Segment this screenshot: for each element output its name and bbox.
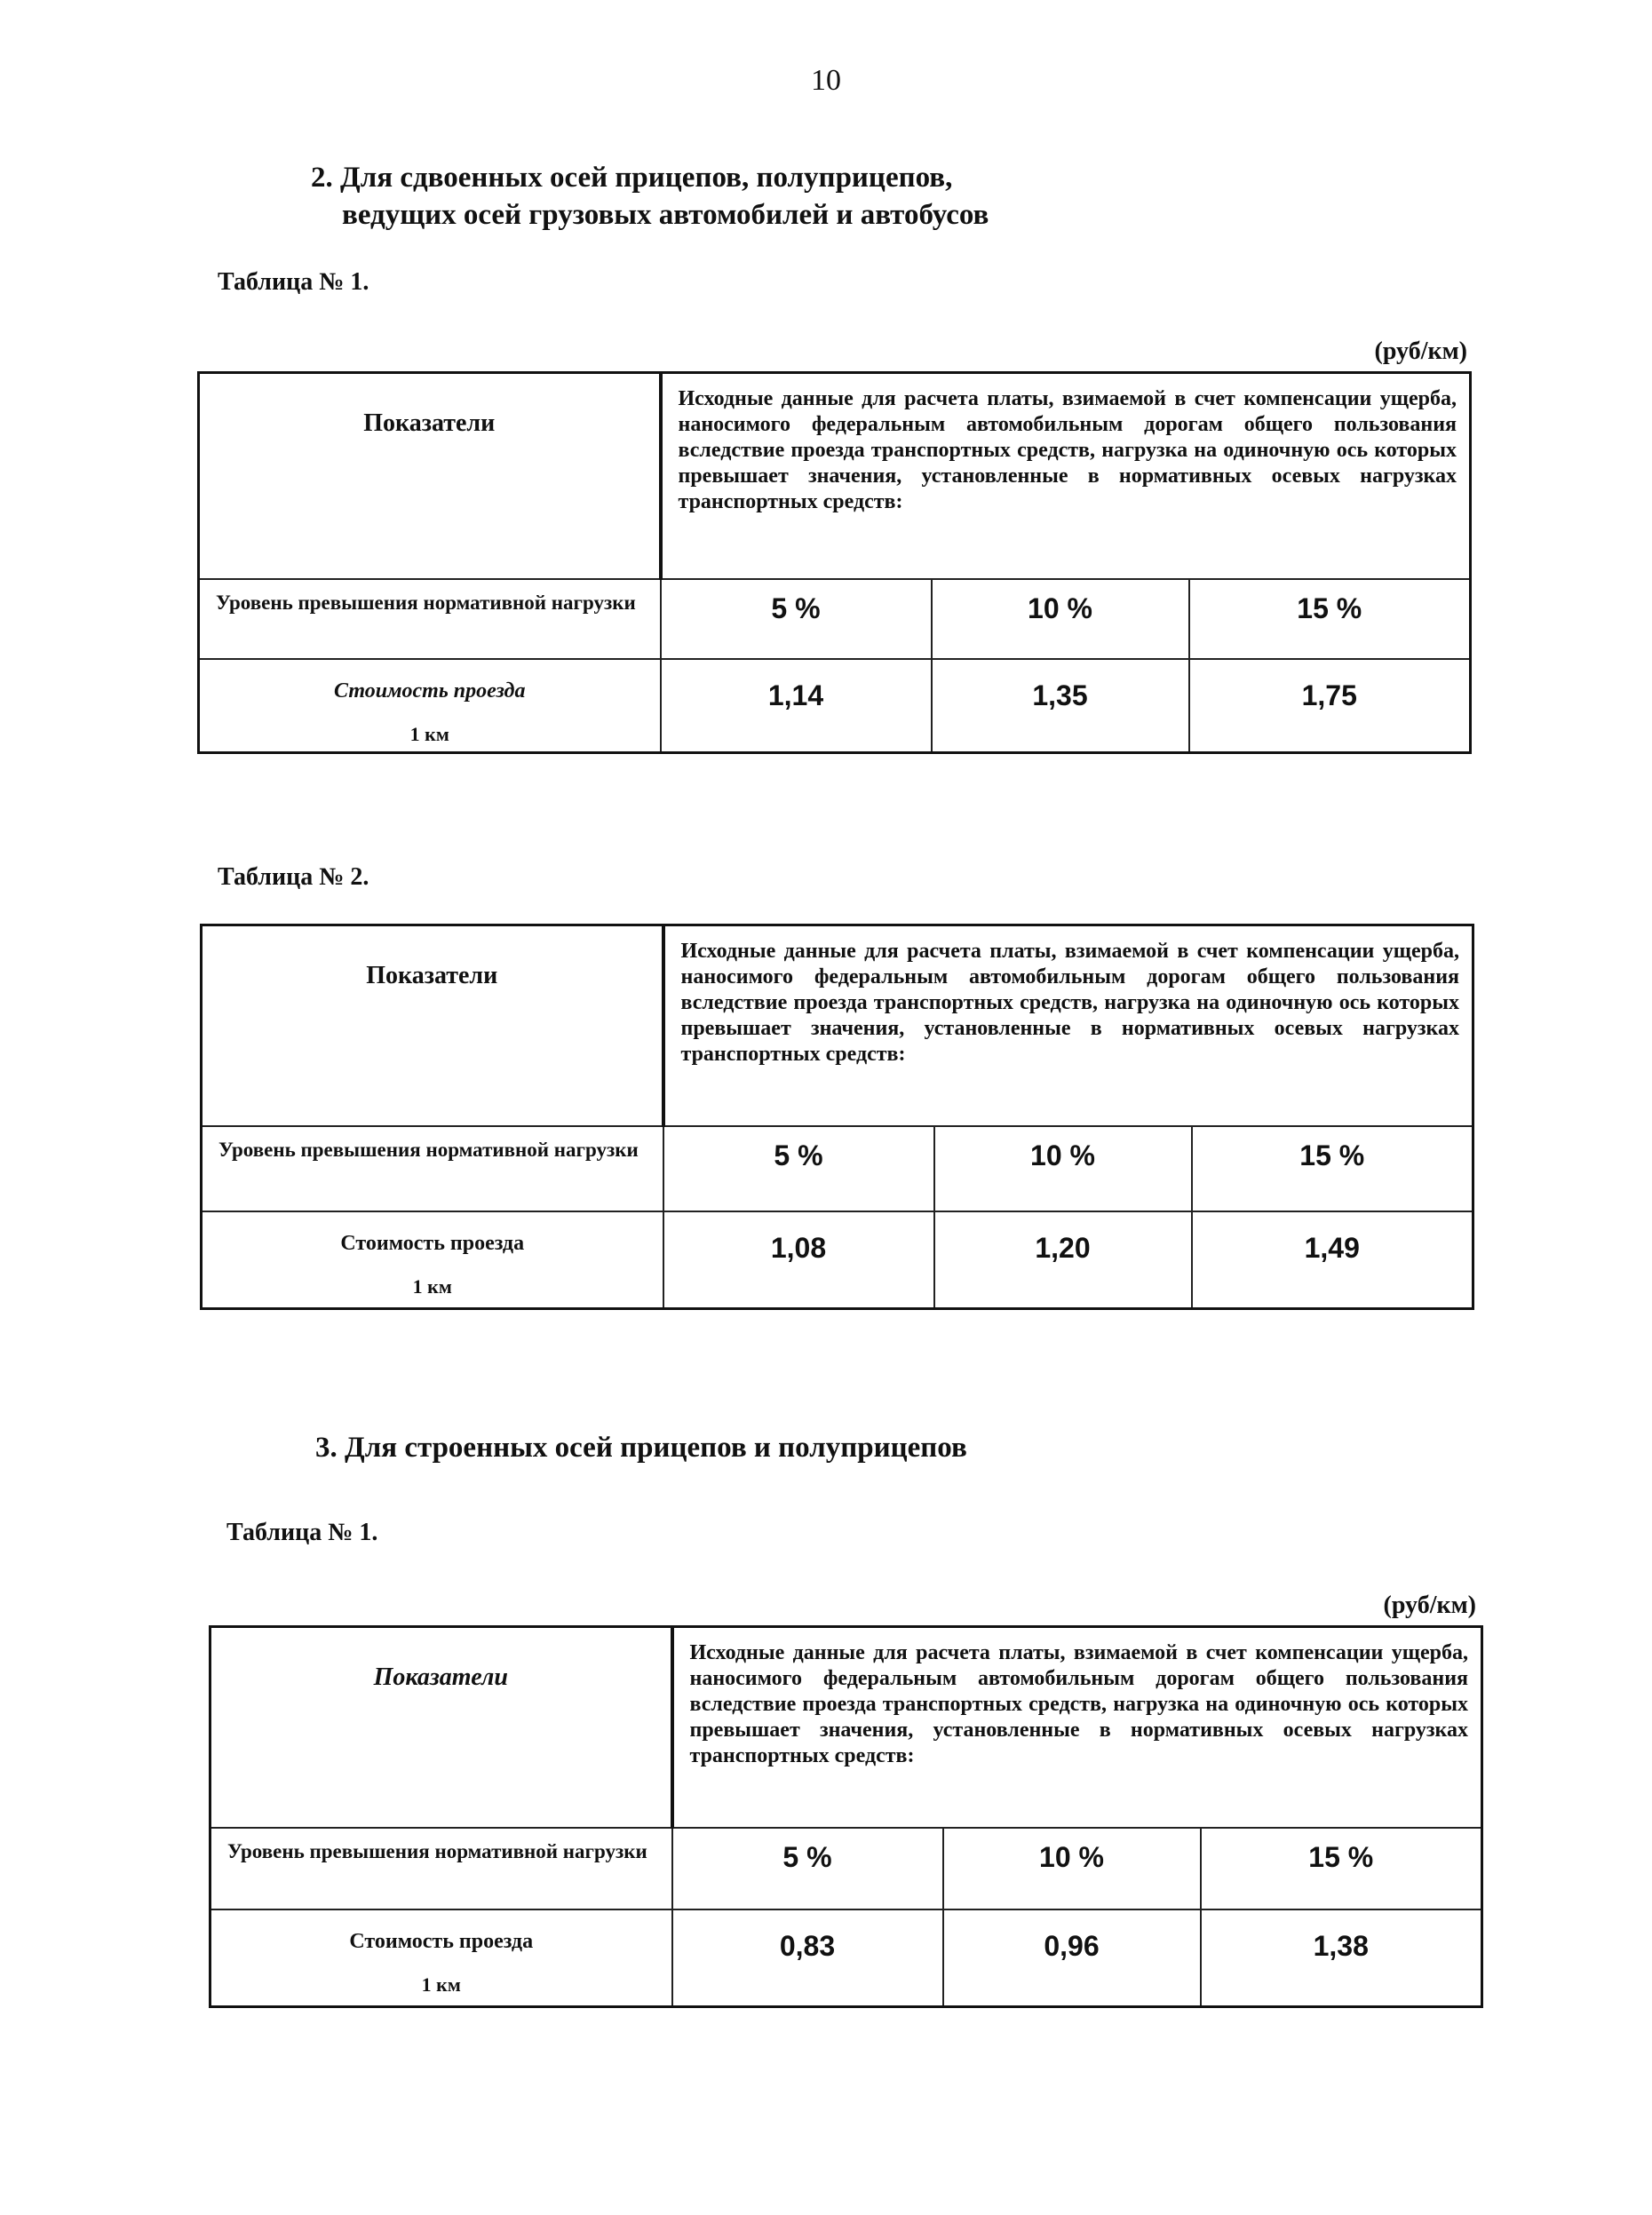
page-number: 10 (811, 64, 841, 97)
pct-5: 5 % (672, 1828, 943, 1909)
header-description: Исходные данные для расчета платы, взимаемой в счет компенсации ущерба, наносимого федеральным автомобильным дорогам общего пользования вследствие проезда транспортных средств, нагрузка на одиночную ось которых превышает значения, установленные в нормативных осевых нагрузках транспортных средств: (663, 925, 1473, 1126)
header-indicators (210, 1627, 672, 1828)
table-1-unit: (руб/км) (1374, 337, 1467, 365)
cost-unit-text: 1 км (421, 1973, 461, 1996)
row-cost-label (202, 1211, 663, 1309)
header-description: Исходные данные для расчета платы, взимаемой в счет компенсации ущерба, наносимого федеральным автомобильным дорогам общего пользования вследствие проезда транспортных средств, нагрузка на одиночную ось которых превышает значения, установленные в нормативных осевых нагрузках транспортных средств: (661, 373, 1471, 579)
row-overload-label: Уровень превышения нормативной нагрузки (202, 1126, 663, 1211)
value-10: 1,35 (932, 659, 1189, 753)
row-overload-label: Уровень превышения нормативной нагрузки (199, 579, 661, 659)
table-3-unit: (руб/км) (1383, 1592, 1476, 1619)
table-3-caption: Таблица № 1. (226, 1519, 378, 1546)
pct-15: 15 % (1189, 579, 1471, 659)
header-indicators: Показатели (199, 373, 661, 579)
header-indicators: Показатели (202, 925, 663, 1126)
value-5: 0,83 (672, 1909, 943, 2007)
pct-10: 10 % (934, 1126, 1192, 1211)
value-15: 1,75 (1189, 659, 1471, 753)
pct-5: 5 % (661, 579, 932, 659)
value-15: 1,38 (1201, 1909, 1482, 2007)
section-2-heading-line2: ведущих осей грузовых автомобилей и автобусов (342, 199, 989, 231)
header-indicators-text: Показатели (373, 1663, 508, 1691)
table-3 (209, 1625, 1483, 2008)
value-15: 1,49 (1192, 1211, 1473, 1309)
pct-10: 10 % (932, 579, 1189, 659)
cost-label-text: Стоимость проезда (349, 1929, 534, 1953)
section-3-heading: 3. Для строенных осей прицепов и полуприцепов (315, 1432, 967, 1464)
table-1-caption: Таблица № 1. (218, 268, 369, 296)
value-10: 0,96 (943, 1909, 1201, 2007)
value-5: 1,08 (663, 1211, 934, 1309)
row-cost-label (199, 659, 661, 753)
header-description: Исходные данные для расчета платы, взимаемой в счет компенсации ущерба, наносимого федеральным автомобильным дорогам общего пользования вследствие проезда транспортных средств, нагрузка на одиночную ось которых превышает значения, установленные в нормативных осевых нагрузках транспортных средств: (672, 1627, 1482, 1828)
value-10: 1,20 (934, 1211, 1192, 1309)
row-overload-label: Уровень превышения нормативной нагрузки (210, 1828, 672, 1909)
cost-label-text: Стоимость проезда (334, 679, 526, 703)
pct-10: 10 % (943, 1828, 1201, 1909)
table-1 (197, 371, 1472, 754)
table-2 (200, 924, 1474, 1310)
value-5: 1,14 (661, 659, 932, 753)
cost-unit-text: 1 км (409, 722, 449, 745)
section-2-heading-line1: 2. Для сдвоенных осей прицепов, полуприцепов, (311, 162, 953, 194)
cost-label-text: Стоимость проезда (340, 1231, 525, 1255)
pct-15: 15 % (1201, 1828, 1482, 1909)
table-2-caption: Таблица № 2. (218, 863, 369, 891)
pct-5: 5 % (663, 1126, 934, 1211)
row-cost-label (210, 1909, 672, 2007)
cost-unit-text: 1 км (412, 1274, 452, 1298)
pct-15: 15 % (1192, 1126, 1473, 1211)
